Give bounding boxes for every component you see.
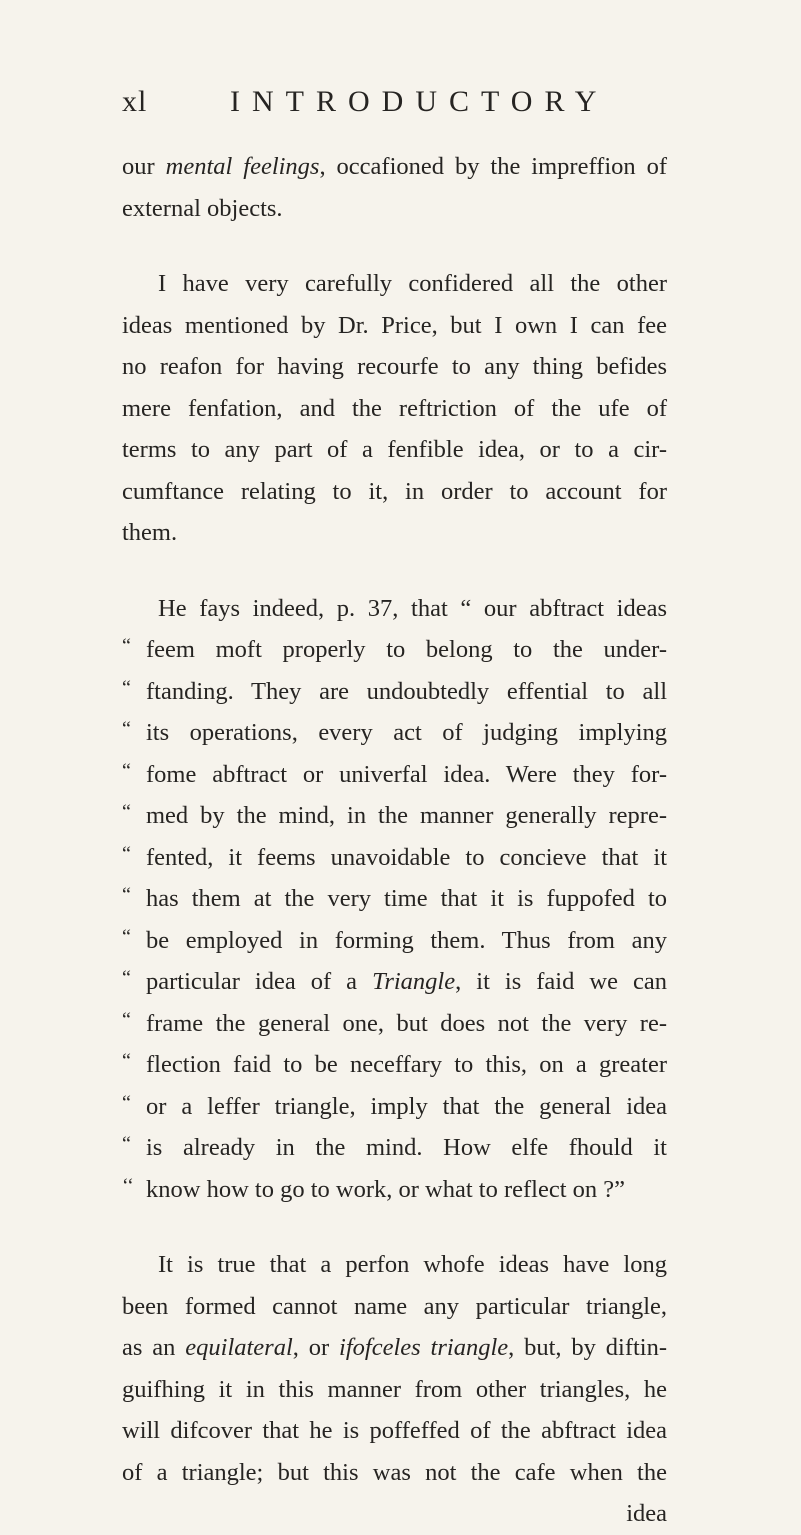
quote-mark: “ (122, 925, 131, 948)
quote-text: its operations, every act of judging implying (146, 719, 667, 746)
quote-line (122, 629, 667, 671)
text-line: It is true that a perfon whofe ideas have long (158, 1251, 667, 1278)
quote-line (122, 1127, 667, 1169)
quote-line (122, 712, 667, 754)
quote-text: ftanding. They are undoubtedly effential to all (146, 677, 667, 705)
quote-mark: “ (122, 801, 131, 823)
text-line: cumftance relating to it, in order to account for (122, 477, 667, 505)
quote-mark: “ (122, 842, 131, 865)
quote-mark: “ (122, 759, 131, 782)
paragraph-3 (122, 588, 667, 1211)
text-line: will difcover that he is poffeffed of the abftract idea (122, 1417, 667, 1444)
quote-text: is already in the mind. How elfe fhould it (146, 1134, 667, 1161)
text-line: our mental feelings, occafioned by the impreffion of (122, 153, 667, 180)
quote-mark: “ (122, 884, 131, 906)
quote-mark: “ (122, 1091, 131, 1114)
quote-text: frame the general one, but does not the very re- (146, 1009, 667, 1037)
text-line: as an equilateral, or ifofceles triangle, but, by diftin- (122, 1334, 667, 1361)
paragraph-4 (122, 1244, 667, 1535)
quote-text: particular idea of a Triangle, it is faid we can (146, 968, 667, 995)
text-line: no reafon for having recourfe to any thing befides (122, 353, 667, 380)
italic-phrase: mental feelings (165, 153, 320, 180)
quote-line (122, 671, 667, 713)
quote-text: flection faid to be neceffary to this, on a greater (146, 1051, 667, 1078)
quote-text: med by the mind, in the manner generally repre- (146, 802, 667, 829)
quote-line (122, 837, 667, 879)
text-line: been formed cannot name any particular triangle, (122, 1292, 667, 1320)
quote-text: feem moft properly to belong to the under- (146, 636, 667, 663)
quote-line (122, 795, 667, 837)
catchword: idea (626, 1500, 667, 1527)
italic-phrase: ifofceles triangle (339, 1334, 509, 1361)
quote-line (122, 1086, 667, 1128)
quote-mark: “ (122, 967, 131, 989)
text-line: them. (122, 519, 178, 546)
quote-text: fome abftract or univerfal idea. Were they for- (146, 760, 667, 788)
body-text (122, 146, 667, 1535)
text-line: terms to any part of a fenfible idea, or to a cir- (122, 436, 667, 463)
quote-line (122, 1169, 667, 1211)
text-line: of a triangle; but this was not the cafe when the (122, 1458, 667, 1486)
running-title: INTRODUCTORY (230, 85, 609, 118)
quote-mark: “ (122, 1050, 131, 1072)
quote-mark: “ (122, 1008, 131, 1031)
quote-mark: ‘‘ (122, 1174, 134, 1197)
quote-text: be employed in forming them. Thus from any (146, 926, 667, 954)
italic-phrase: Triangle (372, 968, 456, 995)
quote-line (122, 1044, 667, 1086)
quote-line (122, 754, 667, 796)
running-head (0, 82, 801, 126)
text-line: mere fenfation, and the reftriction of the ufe of (122, 394, 667, 422)
quote-line (122, 1003, 667, 1045)
text-line: external objects. (122, 194, 283, 222)
quote-line (122, 878, 667, 920)
quote-text: fented, it feems unavoidable to concieve that it (146, 843, 667, 871)
paragraph-1 (122, 146, 667, 229)
text-line: ideas mentioned by Dr. Price, but I own I can fee (122, 311, 667, 339)
italic-phrase: equilateral (185, 1334, 293, 1361)
text-line: guifhing it in this manner from other triangles, he (122, 1375, 667, 1403)
quote-line (122, 961, 667, 1003)
text-line: I have very carefully confidered all the other (158, 270, 667, 297)
page-number: xl (122, 85, 148, 118)
quote-text: know how to go to work, or what to reflect on ?” (146, 1175, 625, 1203)
quote-mark: “ (122, 635, 131, 657)
quote-text: or a leffer triangle, imply that the general idea (146, 1092, 667, 1120)
quote-mark: “ (122, 676, 131, 699)
quote-line (122, 920, 667, 962)
quote-mark: “ (122, 1133, 131, 1155)
text-line: He fays indeed, p. 37, that “ our abftract ideas (158, 594, 667, 622)
quote-mark: “ (122, 718, 131, 740)
quote-text: has them at the very time that it is fuppofed to (146, 885, 667, 912)
paragraph-2 (122, 263, 667, 554)
